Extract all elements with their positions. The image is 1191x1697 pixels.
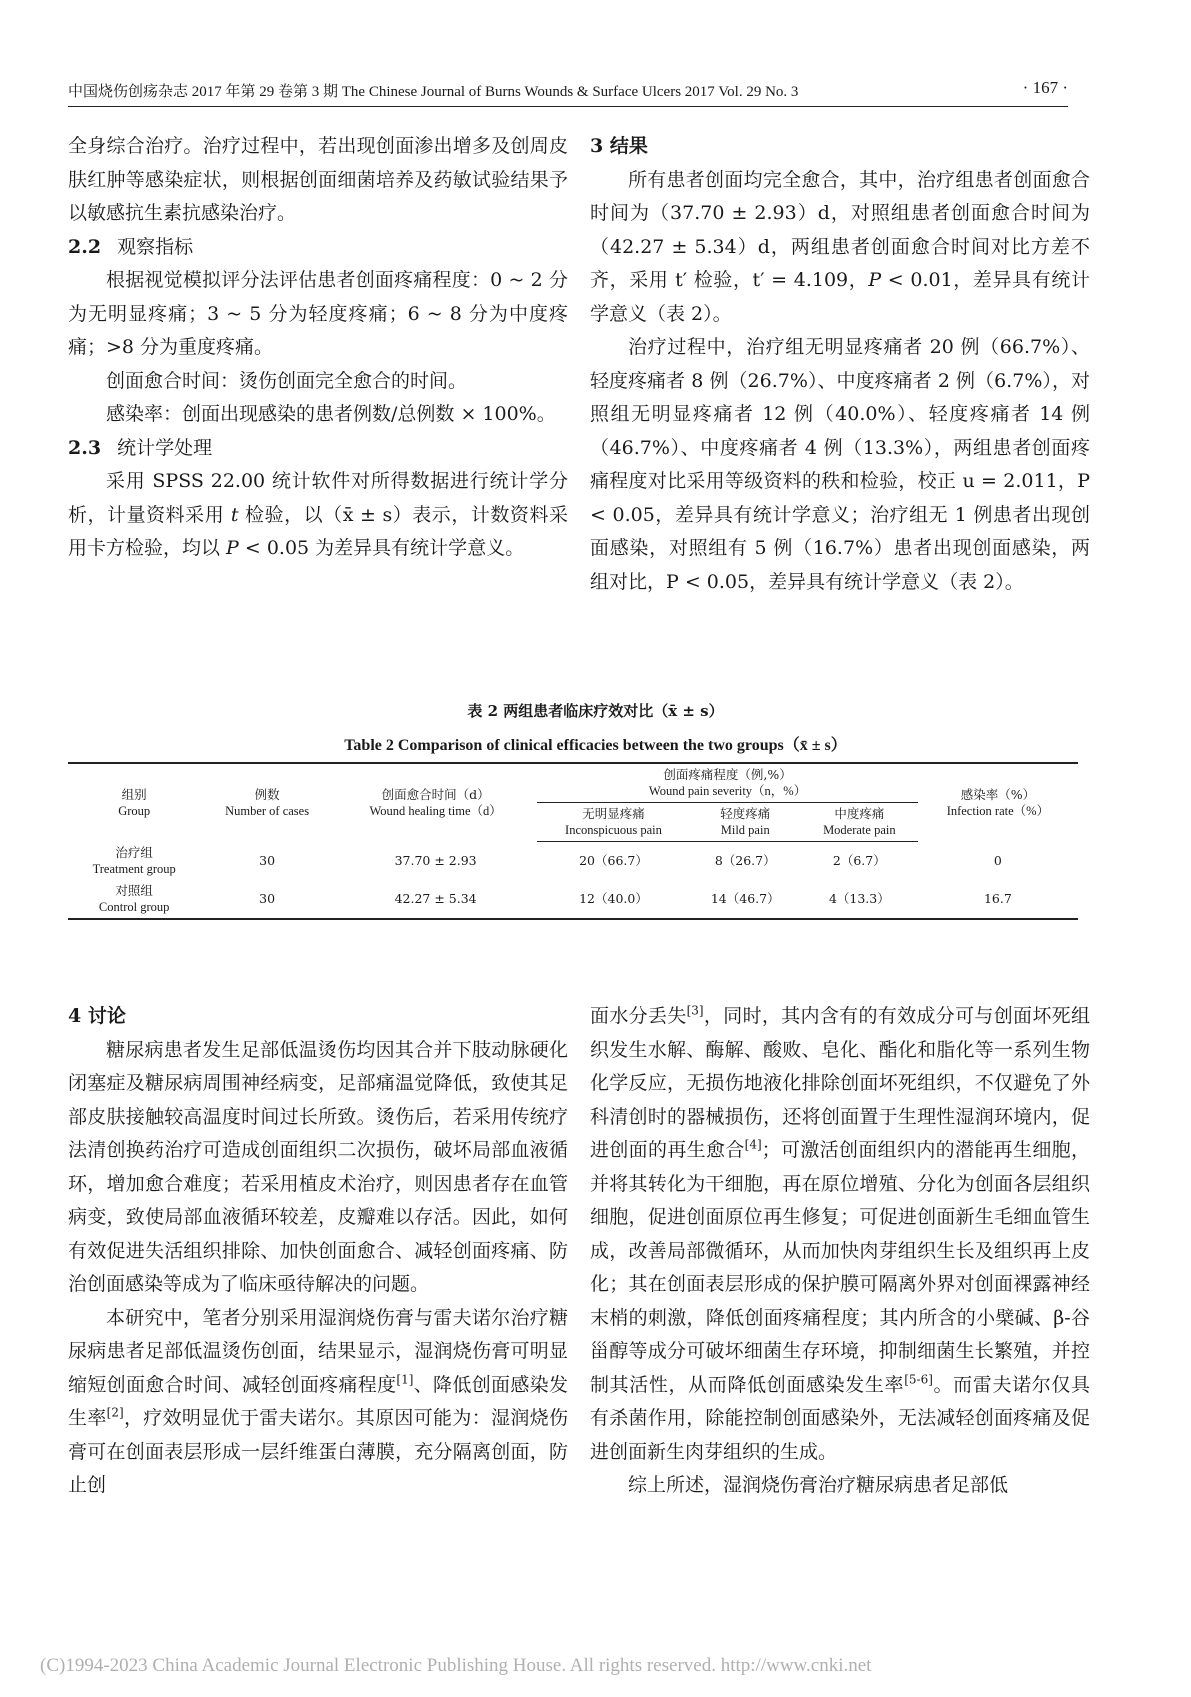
paragraph: 创面愈合时间：烫伤创面完全愈合的时间。 (106, 369, 468, 392)
right-column-top (590, 130, 1090, 599)
cell-group: 对照组 Control group (68, 880, 200, 919)
copyright-footer: (C)1994-2023 China Academic Journal Electronic Publishing House. All rights reserved. http://www.cnki.net (40, 1655, 872, 1676)
page-number: · 167 · (1022, 78, 1068, 97)
running-header (68, 76, 1068, 107)
paragraph: 本研究中，笔者分别采用湿润烧伤膏与雷夫诺尔治疗糖尿病患者足部低温烫伤创面，结果显示，湿润烧伤膏可明显缩短创面愈合时间、减轻创面疼痛程度[1]、降低创面感染发生率[2]，疗效明显优于雷夫诺尔。其原因可能为：湿润烧伤膏可在创面表层形成一层纤维蛋白薄膜，充分隔离创面，防止创 (68, 1306, 568, 1496)
column-header-none: 无明显疼痛 Inconspicuous pain (537, 803, 689, 842)
cell-infection: 16.7 (918, 880, 1078, 919)
cell-cases: 30 (259, 853, 276, 868)
paragraph: 采用 SPSS 22.00 统计软件对所得数据进行统计学分析，计量资料采用 t 检验，以（x̄ ± s）表示，计数资料采用卡方检验，均以 P < 0.05 为差异具有统计学意义。 (68, 470, 568, 559)
cell-none: 20（66.7） (579, 853, 648, 869)
paragraph: 全身综合治疗。治疗过程中，若出现创面渗出增多及创周皮肤红肿等感染症状，则根据创面细菌培养及药敏试验结果予以敏感抗生素抗感染治疗。 (68, 135, 568, 224)
section-heading: 4 讨论 (68, 1005, 126, 1027)
table-row (68, 842, 1078, 880)
left-column-bottom (68, 1000, 568, 1503)
column-header-pain: 创面疼痛程度（例,%） Wound pain severity（n，%） (537, 763, 917, 803)
cell-healing: 37.70 ± 2.93 (394, 853, 477, 868)
results-table (68, 762, 1078, 920)
left-column-top (68, 130, 568, 566)
column-header-moderate: 中度疼痛 Moderate pain (801, 803, 918, 842)
cell-mild: 14（46.7） (690, 880, 801, 919)
paragraph: 根据视觉模拟评分法评估患者创面疼痛程度：0 ~ 2 分为无明显疼痛；3 ~ 5 分为轻度疼痛；6 ~ 8 分为中度疼痛；>8 分为重度疼痛。 (68, 269, 568, 358)
cell-cases: 30 (200, 880, 333, 919)
citation: [5-6] (904, 1372, 933, 1387)
cell-healing: 42.27 ± 5.34 (334, 880, 538, 919)
right-column-bottom (590, 1000, 1090, 1503)
citation: [2] (106, 1405, 124, 1420)
section-heading: 2.3 统计学处理 (68, 436, 213, 459)
citation: [4] (744, 1137, 762, 1152)
paragraph: 感染率：创面出现感染的患者例数/总例数 × 100%。 (106, 403, 556, 425)
paragraph: 治疗过程中，治疗组无明显疼痛者 20 例（66.7%）、轻度疼痛者 8 例（26.7%）、中度疼痛者 2 例（6.7%），对照组无明显疼痛者 12 例（40.0%）、轻度疼痛者 14 例（46.7%）、中度疼痛者 4 例（13.3%），两组患者创面疼痛程度对比采用等级资料的秩和检验，校正 u = 2.011，P < 0.05，差异具有统计学意义；治疗组无 1 例患者出现创面感染，对照组有 5 例（16.7%）患者出现创面感染，两组对比，P < 0.05，差异具有统计学意义（表 2）。 (590, 336, 1090, 593)
column-header-group: 组别 Group (68, 763, 200, 842)
table-row (68, 880, 1078, 919)
section-heading: 2.2 观察指标 (68, 235, 194, 258)
paragraph: 所有患者创面均完全愈合，其中，治疗组患者创面愈合时间为（37.70 ± 2.93）d，对照组患者创面愈合时间为（42.27 ± 5.34）d，两组患者创面愈合时间对比方差不齐，采用 t′ 检验，t′ = 4.109，P < 0.01，差异具有统计学意义（表 2）。 (590, 168, 1090, 325)
section-heading: 3 结果 (590, 135, 648, 157)
column-header-healing: 创面愈合时间（d） Wound healing time（d） (334, 763, 538, 842)
paragraph: 面水分丢失[3]，同时，其内含有的有效成分可与创面坏死组织发生水解、酶解、酸败、皂化、酯化和脂化等一系列生物化学反应，无损伤地液化排除创面坏死组织，不仅避免了外科清创时的器械损伤，还将创面置于生理性湿润环境内，促进创面的再生愈合[4]；可激活创面组织内的潜能再生细胞，并将其转化为干细胞，再在原位增殖、分化为创面各层组织细胞，促进创面原位再生修复；可促进创面新生毛细血管生成，改善局部微循环，从而加快肉芽组织生长及组织再上皮化；其在创面表层形成的保护膜可隔离外界对创面裸露神经末梢的刺激，降低创面疼痛程度；其内所含的小檗碱、β-谷甾醇等成分可破坏细菌生存环境，抑制细菌生长繁殖，并控制其活性，从而降低创面感染发生率[5-6]。而雷夫诺尔仅具有杀菌作用，除能控制创面感染外，无法减轻创面疼痛及促进创面新生肉芽组织的生成。 (590, 1003, 1090, 1463)
citation: [3] (686, 1003, 704, 1018)
column-header-cases: 例数 Number of cases (200, 763, 333, 842)
cell-infection: 0 (993, 853, 1002, 868)
cell-group: 治疗组 Treatment group (92, 844, 176, 876)
cell-moderate: 2（6.7） (832, 853, 886, 869)
cell-mild: 8（26.7） (714, 853, 776, 869)
paragraph: 糖尿病患者发生足部低温烫伤均因其合并下肢动脉硬化闭塞症及糖尿病周围神经病变，足部痛温觉降低，致使其足部皮肤接触较高温度时间过长所致。烫伤后，若采用传统疗法清创换药治疗可造成创面组织二次损伤，破坏局部血液循环，增加愈合难度；若采用植皮术治疗，则因患者存在血管病变，致使局部血液循环较差，皮瓣难以存活。因此，如何有效促进失活组织排除、加快创面愈合、减轻创面疼痛、防治创面感染等成为了临床亟待解决的问题。 (68, 1038, 568, 1295)
paragraph: 综上所述，湿润烧伤膏治疗糖尿病患者足部低 (628, 1474, 1009, 1496)
cell-none: 12（40.0） (537, 880, 689, 919)
column-header-infection: 感染率（%） Infection rate（%） (918, 763, 1078, 842)
table-caption-zh: 表 2 两组患者临床疗效对比（x̄ ± s） (467, 702, 724, 720)
journal-header: 中国烧伤创疡杂志 2017 年第 29 卷第 3 期 The Chinese Journal of Burns Wounds & Surface Ulcers 2017 Vol. 29 No. 3 (68, 84, 799, 100)
table-caption-en: Table 2 Comparison of clinical efficacies between the two groups（x̄ ± s） (344, 737, 847, 754)
citation: [1] (396, 1372, 414, 1387)
column-header-mild: 轻度疼痛 Mild pain (690, 803, 801, 842)
cell-moderate: 4（13.3） (801, 880, 918, 919)
